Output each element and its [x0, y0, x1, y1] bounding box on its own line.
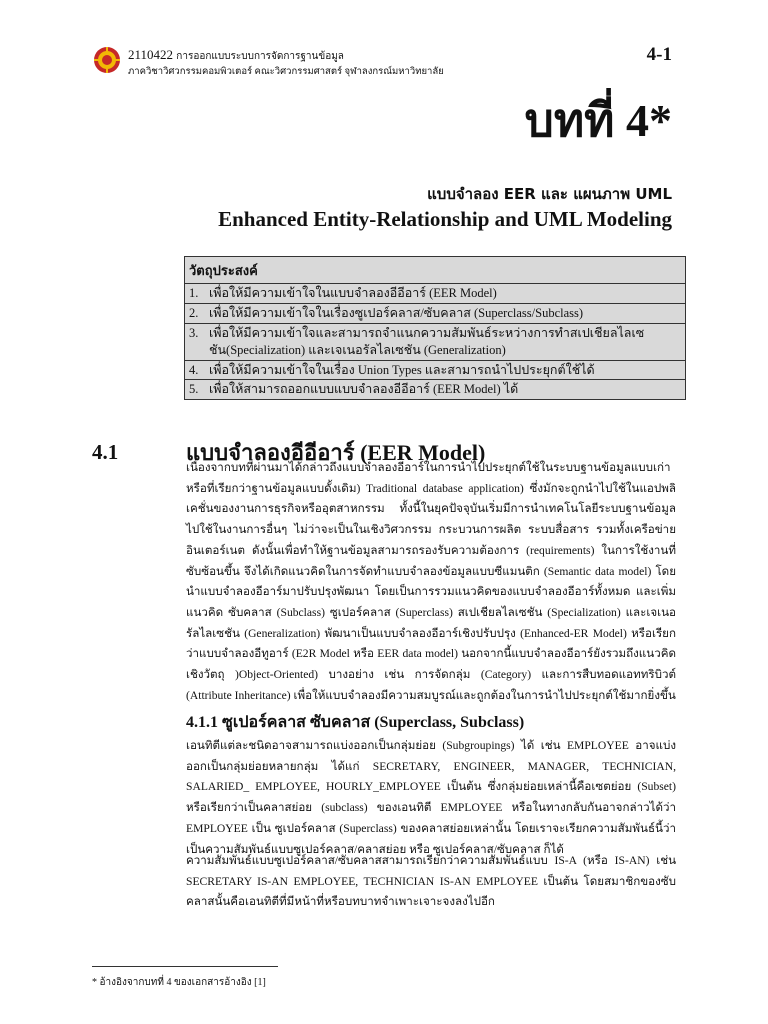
footnote: * อ้างอิงจากบทที่ 4 ของเอกสารอ้างอิง [1]: [92, 977, 266, 988]
objective-number: 1.: [189, 286, 199, 300]
section-number: 4.1: [92, 440, 119, 464]
section-title: แบบจำลองอีอีอาร์ (EER Model): [186, 440, 486, 465]
objectives-title: วัตถุประสงค์: [185, 257, 685, 284]
objective-number: 2.: [189, 305, 199, 320]
chapter-title: บทที่ 4*: [524, 95, 672, 146]
objectives-box: [184, 256, 686, 400]
objective-item: [185, 361, 685, 381]
page-number: 4-1: [646, 44, 672, 65]
objective-item: [185, 380, 685, 399]
objective-number: 3.: [189, 325, 199, 340]
course-title: การออกแบบระบบการจัดการฐานข้อมูล: [176, 51, 344, 62]
objective-item: [185, 304, 685, 324]
objective-item: [185, 284, 685, 304]
subsection-paragraph-2: ความสัมพันธ์แบบซูเปอร์คลาส/ซับคลาสสามารถเรียกว่าความสัมพันธ์แบบ IS-A (หรือ IS-AN) เช่น SECRETARY IS-AN EMPLOYEE, TECHNICIAN IS-AN EMPLOYEE เป็นต้น โดยสมาชิกของซับคลาสนั้นคือเอนทิตีที่มีหน้าที่หรือบทบาทจำเพาะเจาะจงลงไปอีก: [186, 854, 676, 909]
objective-text: เพื่อให้มีความเข้าใจในเรื่องซูเปอร์คลาส/ซับคลาส (Superclass/Subclass): [209, 305, 584, 320]
subsection-title: 4.1.1 ซูเปอร์คลาส ซับคลาส (Superclass, Subclass): [186, 714, 525, 731]
course-header: [128, 47, 344, 64]
university-logo-icon: [93, 46, 121, 74]
objective-text: เพื่อให้สามารถออกแบบแบบจำลองอีอีอาร์ (EER Model) ได้: [209, 382, 519, 397]
objective-text: เพื่อให้มีความเข้าใจและสามารถจำแนกความสัมพันธ์ระหว่างการทำสเปเชียลไลเซชัน(Specialization) และเจเนอรัลไลเซชัน (Generalization): [209, 325, 645, 357]
footnote-divider: [92, 966, 278, 967]
chapter-subtitle-english: Enhanced Entity-Relationship and UML Modeling: [218, 207, 672, 231]
chapter-subtitle-thai: แบบจำลอง EER และ แผนภาพ UML: [427, 185, 672, 203]
objective-number: 5.: [189, 382, 199, 397]
objectives-list: [185, 284, 685, 399]
subsection-paragraph-1: เอนทิตีแต่ละชนิดอาจสามารถแบ่งออกเป็นกลุ่มย่อย (Subgroupings) ได้ เช่น EMPLOYEE อาจแบ่งออกเป็นกลุ่มย่อยหลายกลุ่ม ได้แก่ SECRETARY, ENGINEER, MANAGER, TECHNICIAN, SALARIED_ EMPLOYEE, HOURLY_EMPLOYEE เป็นต้น ซึ่งกลุ่มย่อยเหล่านี้คือเซตย่อย (Subset) หรือเรียกว่าเป็นคลาสย่อย (subclass) ของเอนทิตี EMPLOYEE หรือในทางกลับกันอาจกล่าวได้ว่า EMPLOYEE เป็น ซูเปอร์คลาส (Superclass) ของคลาสย่อยเหล่านั้น โดยเราจะเรียกความสัมพันธ์นี้ว่าเป็นความสัมพันธ์แบบซูเปอร์คลาส/คลาสย่อย หรือ ซูเปอร์คลาส/ซับคลาส ก็ได้: [186, 739, 676, 856]
course-code: 2110422: [128, 47, 174, 62]
objective-number: 4.: [189, 362, 199, 377]
objective-item: [185, 324, 685, 361]
objective-text: เพื่อให้มีความเข้าใจในแบบจำลองอีอีอาร์ (EER Model): [209, 286, 497, 300]
department-name: ภาควิชาวิศวกรรมคอมพิวเตอร์ คณะวิศวกรรมศาสตร์ จุฬาลงกรณ์มหาวิทยาลัย: [128, 67, 444, 77]
objective-text: เพื่อให้มีความเข้าใจในเรื่อง Union Types และสามารถนำไปประยุกต์ใช้ได้: [209, 362, 595, 377]
section-body-paragraph: เนื่องจากบทที่ผ่านมาได้กล่าวถึงแบบจำลองอีอาร์ในการนำไปประยุกต์ใช้ในระบบฐานข้อมูลแบบเก่า หรือที่เรียกว่าฐานข้อมูลแบบดั้งเดิม) Traditional database application) ซึ่งมักจะถูกนำไปใช้ในแอปพลิเคชั่นของงานการธุรกิจหรืออุตสาหกรรม ทั้งนี้ในยุคปัจจุบันเริ่มมีการนำเทคโนโลยีระบบฐานข้อมูลไปใช้ในงานการอื่นๆ ไม่ว่าจะเป็นในเชิงวิศวกรรม กระบวนการผลิต ระบบสื่อสาร รวมทั้งเครือข่ายอินเตอร์เนต ดังนั้นเพื่อทำให้ฐานข้อมูลสามารถรองรับความต้องการ (requirements) ในการใช้งานที่ซับซ้อนขึ้น จึงได้เกิดแนวคิดในการจัดทำแบบจำลองข้อมูลแบบซีแมนติก (Semantic data model) โดยนำแบบจำลองอีอาร์มาปรับปรุงพัฒนา โดยเป็นการรวมแนวคิดของแบบจำลองอีอาร์ทั้งหมด และเพิ่มแนวคิด ซับคลาส (Subclass) ซูเปอร์คลาส (Superclass) สเปเชียลไลเซชัน (Specialization) และเจเนอรัลไลเซชัน (Generalization) พัฒนาเป็นแบบจำลองอีอาร์เชิงปรับปรุง (Enhanced-ER Model) หรือเรียกว่าแบบจำลองอีทูอาร์ (E2R Model หรือ EER data model) นอกจากนี้แบบจำลองอีอาร์ยังรวมถึงแนวคิดเชิงวัตถุ )Object-Oriented) บางอย่าง เช่น การจัดกลุ่ม (Category) และการสืบทอดแอททริบิวต์ (Attribute Inheritance) เพื่อให้แบบจำลองมีความสมบูรณ์และถูกต้องในการนำไปประยุกต์ใช้มากยิ่งขึ้น: [186, 461, 676, 702]
